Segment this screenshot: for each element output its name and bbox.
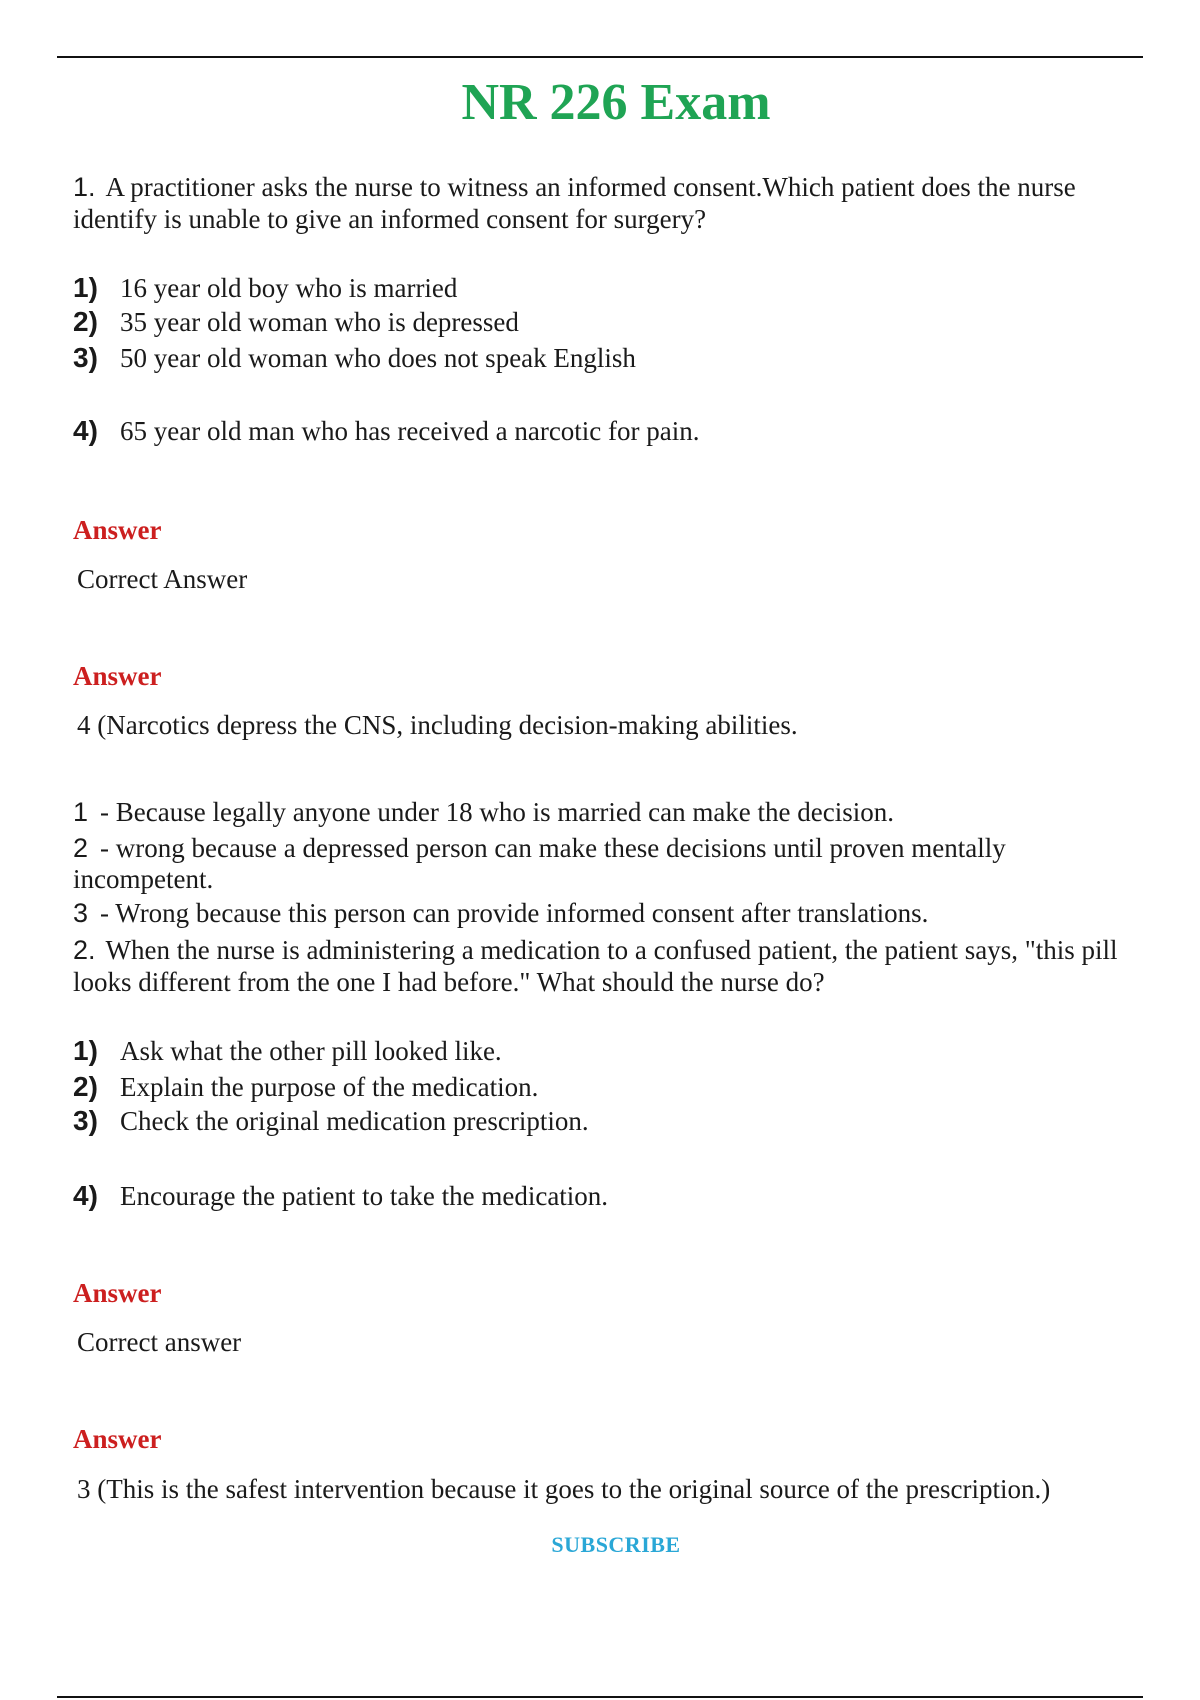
answer-text: Correct Answer <box>77 564 248 594</box>
top-rule <box>57 56 1143 58</box>
question-2-option-4[interactable]: 4) Encourage the patient to take the medication. <box>73 1180 609 1211</box>
question-1-option-3[interactable]: 3) 50 year old woman who does not speak English <box>73 342 636 373</box>
page-title: NR 226 Exam <box>461 74 771 131</box>
explanation-3: 3 - Wrong because this person can provide informed consent after translations. <box>73 898 929 928</box>
question-number: 1. <box>73 172 96 202</box>
question-2-option-3[interactable]: 3) Check the original medication prescription. <box>73 1105 589 1136</box>
bottom-rule <box>57 1696 1143 1698</box>
answer-explanation: 4 (Narcotics depress the CNS, including decision-making abilities. <box>77 710 798 740</box>
answer-explanation: 3 (This is the safest intervention because it goes to the original source of the prescription.) <box>77 1474 1051 1504</box>
answer-label: Answer <box>73 1278 162 1308</box>
question-2-option-1[interactable]: 1) Ask what the other pill looked like. <box>73 1035 502 1066</box>
explanation-1: 1 - Because legally anyone under 18 who is married can make the decision. <box>73 797 894 827</box>
question-1-option-4[interactable]: 4) 65 year old man who has received a narcotic for pain. <box>73 415 700 446</box>
question-1-text: 1. A practitioner asks the nurse to witness an informed consent.Which patient does the nurse identify is unable to give an informed consent for surgery? <box>73 172 1076 234</box>
subscribe-link[interactable]: SUBSCRIBE <box>551 1532 681 1557</box>
question-2-option-2[interactable]: 2) Explain the purpose of the medication. <box>73 1071 539 1102</box>
answer-label: Answer <box>73 661 162 691</box>
answer-text: Correct answer <box>77 1327 242 1357</box>
question-1-option-2[interactable]: 2) 35 year old woman who is depressed <box>73 306 519 337</box>
answer-label: Answer <box>73 515 162 545</box>
explanation-2: 2 - wrong because a depressed person can make these decisions until proven mentally incompetent. <box>73 833 1006 894</box>
answer-label: Answer <box>73 1424 162 1454</box>
question-1-option-1[interactable]: 1) 16 year old boy who is married <box>73 272 458 303</box>
question-number: 2. <box>73 935 96 965</box>
question-2-text: 2. When the nurse is administering a medication to a confused patient, the patient says, "this pill looks different from the one I had before." What should the nurse do? <box>73 935 1118 997</box>
